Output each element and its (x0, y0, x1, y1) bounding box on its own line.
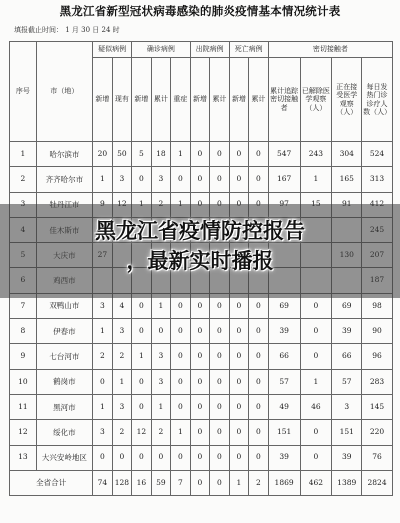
cell-value: 0 (249, 394, 269, 419)
cell-seq: 9 (10, 344, 37, 369)
cell-value: 0 (229, 344, 249, 369)
header-close-contacts: 密切接触者 (268, 42, 392, 58)
header-row-groups (10, 42, 393, 58)
cell-value: 69 (268, 293, 300, 318)
cell-value: 0 (300, 293, 332, 318)
cell-seq: 13 (10, 445, 37, 470)
cell-value: 3 (151, 369, 171, 394)
cell-value: 0 (210, 142, 230, 167)
header-suspected: 疑似病例 (93, 42, 132, 58)
cell-value: 0 (300, 344, 332, 369)
document-title: 黑龙江省新型冠状病毒感染的肺炎疫情基本情况统计表 (59, 4, 341, 18)
cell-value: 151 (268, 420, 300, 445)
cell-value: 0 (229, 142, 249, 167)
subheader-confirmed-cumulative: 累计 (151, 58, 171, 142)
cell-value: 220 (362, 420, 393, 445)
table-row (10, 142, 393, 167)
cell-value: 0 (300, 319, 332, 344)
cell-seq: 8 (10, 319, 37, 344)
subheader-discharged-new: 新增 (190, 58, 210, 142)
cell-value: 0 (210, 445, 230, 470)
subheader-confirmed-severe: 重症 (171, 58, 191, 142)
cell-value: 0 (229, 369, 249, 394)
subheader-contacts-released: 已解除医学观察（人） (300, 58, 332, 142)
cell-total-value: 0 (210, 470, 230, 495)
cell-value: 39 (332, 319, 362, 344)
cell-value: 524 (362, 142, 393, 167)
cell-value: 145 (362, 394, 393, 419)
cell-value: 3 (332, 394, 362, 419)
cell-value: 243 (300, 142, 332, 167)
cell-total-value: 1869 (268, 470, 300, 495)
subheader-suspected-new: 新增 (93, 58, 113, 142)
cell-value: 0 (249, 445, 269, 470)
cell-total-value: 128 (112, 470, 132, 495)
header-confirmed: 确诊病例 (132, 42, 191, 58)
cell-value: 76 (362, 445, 393, 470)
cell-total-value: 7 (171, 470, 191, 495)
table-row (10, 420, 393, 445)
cell-value: 0 (210, 344, 230, 369)
cell-total-label: 全省合计 (10, 470, 93, 495)
cell-value: 5 (132, 142, 152, 167)
cell-value: 98 (362, 293, 393, 318)
subheader-contacts-tracked: 累计追踪密切接触者 (268, 58, 300, 142)
table-row (10, 445, 393, 470)
cell-value: 3 (93, 293, 113, 318)
cell-value: 69 (332, 293, 362, 318)
cell-total-value: 0 (190, 470, 210, 495)
cell-city: 绥化市 (36, 420, 92, 445)
header-discharged: 出院病例 (190, 42, 229, 58)
cell-value: 1 (93, 394, 113, 419)
cell-value: 39 (268, 445, 300, 470)
cell-value: 0 (229, 420, 249, 445)
cell-value: 283 (362, 369, 393, 394)
headline-line-1: 黑龙江省疫情防控报告 (95, 219, 305, 243)
header-deaths: 死亡病例 (229, 42, 268, 58)
cell-value: 0 (210, 319, 230, 344)
cell-value: 3 (112, 394, 132, 419)
cell-city: 七台河市 (36, 344, 92, 369)
cell-value: 20 (93, 142, 113, 167)
cell-value: 0 (190, 167, 210, 192)
table-row (10, 369, 393, 394)
cell-value: 0 (132, 319, 152, 344)
cell-value: 39 (268, 319, 300, 344)
cell-value: 0 (171, 369, 191, 394)
cell-value: 12 (132, 420, 152, 445)
cell-seq: 7 (10, 293, 37, 318)
cell-value: 0 (249, 420, 269, 445)
cell-value: 0 (151, 445, 171, 470)
cell-value: 1 (93, 319, 113, 344)
cell-value: 0 (249, 344, 269, 369)
subheader-fever-clinic-visits: 每日发热门诊诊疗人数（人） (362, 58, 393, 142)
cell-value: 1 (171, 142, 191, 167)
subheader-suspected-current: 现有 (112, 58, 132, 142)
cell-value: 3 (93, 420, 113, 445)
cell-value: 0 (249, 319, 269, 344)
cell-city: 伊春市 (36, 319, 92, 344)
cell-value: 0 (112, 445, 132, 470)
cell-value: 0 (171, 293, 191, 318)
overlay-headline (0, 216, 400, 276)
cell-value: 0 (151, 319, 171, 344)
cell-value: 0 (190, 445, 210, 470)
deadline-note: 填报截止时间： 1 月 30 日 24 时 (14, 26, 120, 34)
cell-value: 90 (362, 319, 393, 344)
cell-value: 0 (190, 394, 210, 419)
cell-total-value: 1389 (332, 470, 362, 495)
cell-value: 0 (132, 445, 152, 470)
cell-value: 0 (300, 420, 332, 445)
cell-value: 0 (210, 369, 230, 394)
cell-value: 0 (132, 369, 152, 394)
cell-city: 黑河市 (36, 394, 92, 419)
cell-value: 1 (300, 369, 332, 394)
cell-value: 1 (132, 344, 152, 369)
cell-value: 0 (190, 293, 210, 318)
cell-value: 304 (332, 142, 362, 167)
cell-value: 167 (268, 167, 300, 192)
cell-value: 0 (229, 319, 249, 344)
cell-value: 1 (171, 420, 191, 445)
cell-value: 0 (210, 293, 230, 318)
table-row (10, 319, 393, 344)
cell-value: 0 (190, 369, 210, 394)
cell-total-value: 74 (93, 470, 113, 495)
cell-total-value: 2 (249, 470, 269, 495)
cell-value: 3 (151, 167, 171, 192)
cell-value: 0 (300, 445, 332, 470)
cell-seq: 10 (10, 369, 37, 394)
cell-value: 49 (268, 394, 300, 419)
cell-value: 0 (249, 167, 269, 192)
cell-seq: 12 (10, 420, 37, 445)
cell-value: 1 (112, 369, 132, 394)
cell-value: 4 (112, 293, 132, 318)
cell-value: 1 (300, 167, 332, 192)
cell-value: 0 (132, 293, 152, 318)
headline-line-2: ，最新实时播报 (126, 249, 274, 273)
header-seq: 序号 (10, 42, 37, 142)
cell-value: 3 (112, 319, 132, 344)
cell-value: 313 (362, 167, 393, 192)
cell-total-value: 1 (229, 470, 249, 495)
cell-value: 0 (190, 420, 210, 445)
cell-value: 18 (151, 142, 171, 167)
cell-value: 0 (171, 344, 191, 369)
table-row (10, 394, 393, 419)
cell-value: 0 (190, 142, 210, 167)
cell-value: 0 (132, 394, 152, 419)
cell-city: 鹤岗市 (36, 369, 92, 394)
cell-value: 0 (93, 445, 113, 470)
table-row-total (10, 470, 393, 495)
cell-value: 0 (229, 293, 249, 318)
cell-value: 66 (268, 344, 300, 369)
cell-value: 50 (112, 142, 132, 167)
table-row (10, 167, 393, 192)
cell-value: 96 (362, 344, 393, 369)
cell-value: 0 (210, 394, 230, 419)
cell-value: 0 (171, 394, 191, 419)
cell-total-value: 16 (132, 470, 152, 495)
cell-value: 0 (210, 420, 230, 445)
cell-value: 0 (171, 167, 191, 192)
cell-value: 46 (300, 394, 332, 419)
cell-value: 0 (229, 167, 249, 192)
cell-value: 2 (151, 420, 171, 445)
cell-value: 0 (210, 167, 230, 192)
cell-value: 3 (112, 167, 132, 192)
subheader-deaths-cumulative: 累计 (249, 58, 269, 142)
cell-value: 2 (112, 344, 132, 369)
cell-city: 哈尔滨市 (36, 142, 92, 167)
cell-value: 151 (332, 420, 362, 445)
cell-value: 1 (151, 394, 171, 419)
subheader-deaths-new: 新增 (229, 58, 249, 142)
cell-seq: 1 (10, 142, 37, 167)
cell-total-value: 59 (151, 470, 171, 495)
cell-value: 2 (112, 420, 132, 445)
cell-value: 1 (151, 293, 171, 318)
subheader-contacts-observing: 正在接受医学观察（人） (332, 58, 362, 142)
cell-value: 0 (190, 319, 210, 344)
cell-city: 齐齐哈尔市 (36, 167, 92, 192)
cell-value: 1 (93, 167, 113, 192)
cell-value: 165 (332, 167, 362, 192)
cell-value: 3 (151, 344, 171, 369)
cell-value: 0 (229, 445, 249, 470)
cell-value: 57 (332, 369, 362, 394)
subheader-discharged-cumulative: 累计 (210, 58, 230, 142)
subheader-confirmed-new: 新增 (132, 58, 152, 142)
table-row (10, 344, 393, 369)
cell-value: 547 (268, 142, 300, 167)
cell-value: 0 (132, 167, 152, 192)
cell-value: 0 (249, 293, 269, 318)
cell-value: 0 (249, 142, 269, 167)
cell-value: 39 (332, 445, 362, 470)
cell-seq: 11 (10, 394, 37, 419)
cell-value: 0 (171, 319, 191, 344)
cell-seq: 2 (10, 167, 37, 192)
cell-city: 大兴安岭地区 (36, 445, 92, 470)
table-body (10, 142, 393, 496)
cell-value: 0 (171, 445, 191, 470)
cell-total-value: 2824 (362, 470, 393, 495)
cell-value: 2 (93, 344, 113, 369)
cell-value: 0 (190, 344, 210, 369)
cell-value: 0 (93, 369, 113, 394)
cell-value: 57 (268, 369, 300, 394)
cell-value: 66 (332, 344, 362, 369)
header-city: 市（地） (36, 42, 92, 142)
cell-value: 0 (249, 369, 269, 394)
cell-value: 0 (229, 394, 249, 419)
cell-city: 双鸭山市 (36, 293, 92, 318)
cell-total-value: 462 (300, 470, 332, 495)
